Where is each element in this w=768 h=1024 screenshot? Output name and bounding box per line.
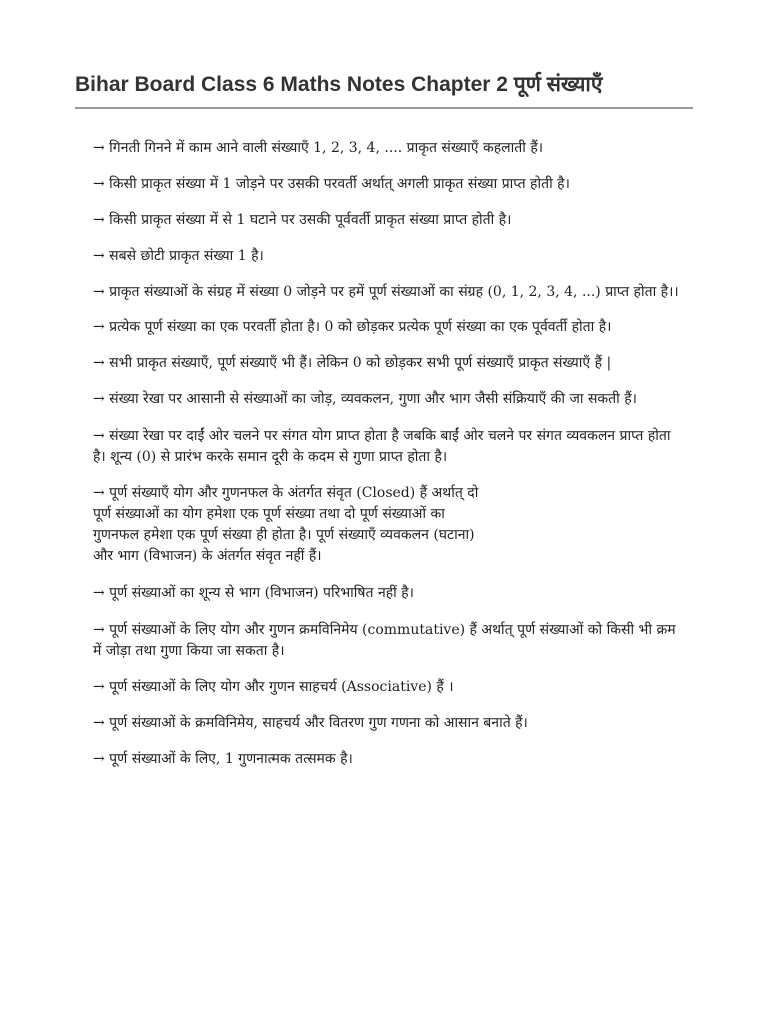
- note-item: → पूर्ण संख्याएँ योग और गुणनफल के अंतर्गत संवृत (Closed) हैं अर्थात् दो पूर्ण संख्याओं का योग हमेशा एक पूर्ण संख्या तथा दो पूर्ण संख्याओं का गुणनफल हमेशा एक पूर्ण संख्या ही होता है। पूर्ण संख्याएँ व्यवकलन (घटाना) और भाग (विभाजन) के अंतर्गत संवृत नहीं हैं।: [93, 485, 479, 564]
- note-item: → प्राकृत संख्याओं के संग्रह में संख्या 0 जोड़ने पर हमें पूर्ण संख्याओं का संग्रह (0, 1, 2, 3, 4, ...) प्राप्त होता है।।: [93, 284, 679, 300]
- notes-list: [93, 138, 683, 770]
- note-item: → किसी प्राकृत संख्या में 1 जोड़ने पर उसकी परवर्ती अर्थात् अगली प्राकृत संख्या प्राप्त होती है।: [93, 176, 570, 192]
- note-item: → पूर्ण संख्याओं के लिए योग और गुणन साहचर्य (Associative) हैं ।: [93, 679, 454, 695]
- note-item: → सबसे छोटी प्राकृत संख्या 1 है।: [93, 248, 264, 264]
- note-item: → प्रत्येक पूर्ण संख्या का एक परवर्ती होता है। 0 को छोड़कर प्रत्येक पूर्ण संख्या का एक पूर्ववर्ती होता है।: [93, 319, 612, 335]
- note-item: → संख्या रेखा पर दाईं ओर चलने पर संगत योग प्राप्त होता है जबकि बाईं ओर चलने पर संगत व्यवकलन प्राप्त होता है। शून्य (0) से प्रारंभ करके समान दूरी के कदम से गुणा प्राप्त होता है।: [93, 428, 671, 465]
- page-title: Bihar Board Class 6 Maths Notes Chapter 2 पूर्ण संख्याएँ: [75, 73, 603, 96]
- title-divider: [75, 107, 693, 109]
- note-item: → पूर्ण संख्याओं का शून्य से भाग (विभाजन) परिभाषित नहीं है।: [93, 585, 414, 601]
- note-item: → संख्या रेखा पर आसानी से संख्याओं का जोड़, व्यवकलन, गुणा और भाग जैसी संक्रियाएँ की जा सकती हैं।: [93, 391, 637, 407]
- note-item: → पूर्ण संख्याओं के लिए, 1 गुणनात्मक तत्समक है।: [93, 751, 353, 767]
- note-item: → पूर्ण संख्याओं के लिए योग और गुणन क्रमविनिमेय (commutative) हैं अर्थात् पूर्ण संख्याओं को किसी भी क्रम में जोड़ा तथा गुणा किया जा सकता है।: [93, 622, 676, 659]
- note-item: → किसी प्राकृत संख्या में से 1 घटाने पर उसकी पूर्ववर्ती प्राकृत संख्या प्राप्त होती है।: [93, 212, 512, 228]
- note-item: → पूर्ण संख्याओं के क्रमविनिमेय, साहचर्य और वितरण गुण गणना को आसान बनाते हैं।: [93, 715, 528, 731]
- note-item: → सभी प्राकृत संख्याएँ, पूर्ण संख्याएँ भी हैं। लेकिन 0 को छोड़कर सभी पूर्ण संख्याएँ प्राकृत संख्याएँ हैं |: [93, 355, 612, 371]
- note-item: → गिनती गिनने में काम आने वाली संख्याएँ 1, 2, 3, 4, .... प्राकृत संख्याएँ कहलाती हैं।: [93, 140, 544, 156]
